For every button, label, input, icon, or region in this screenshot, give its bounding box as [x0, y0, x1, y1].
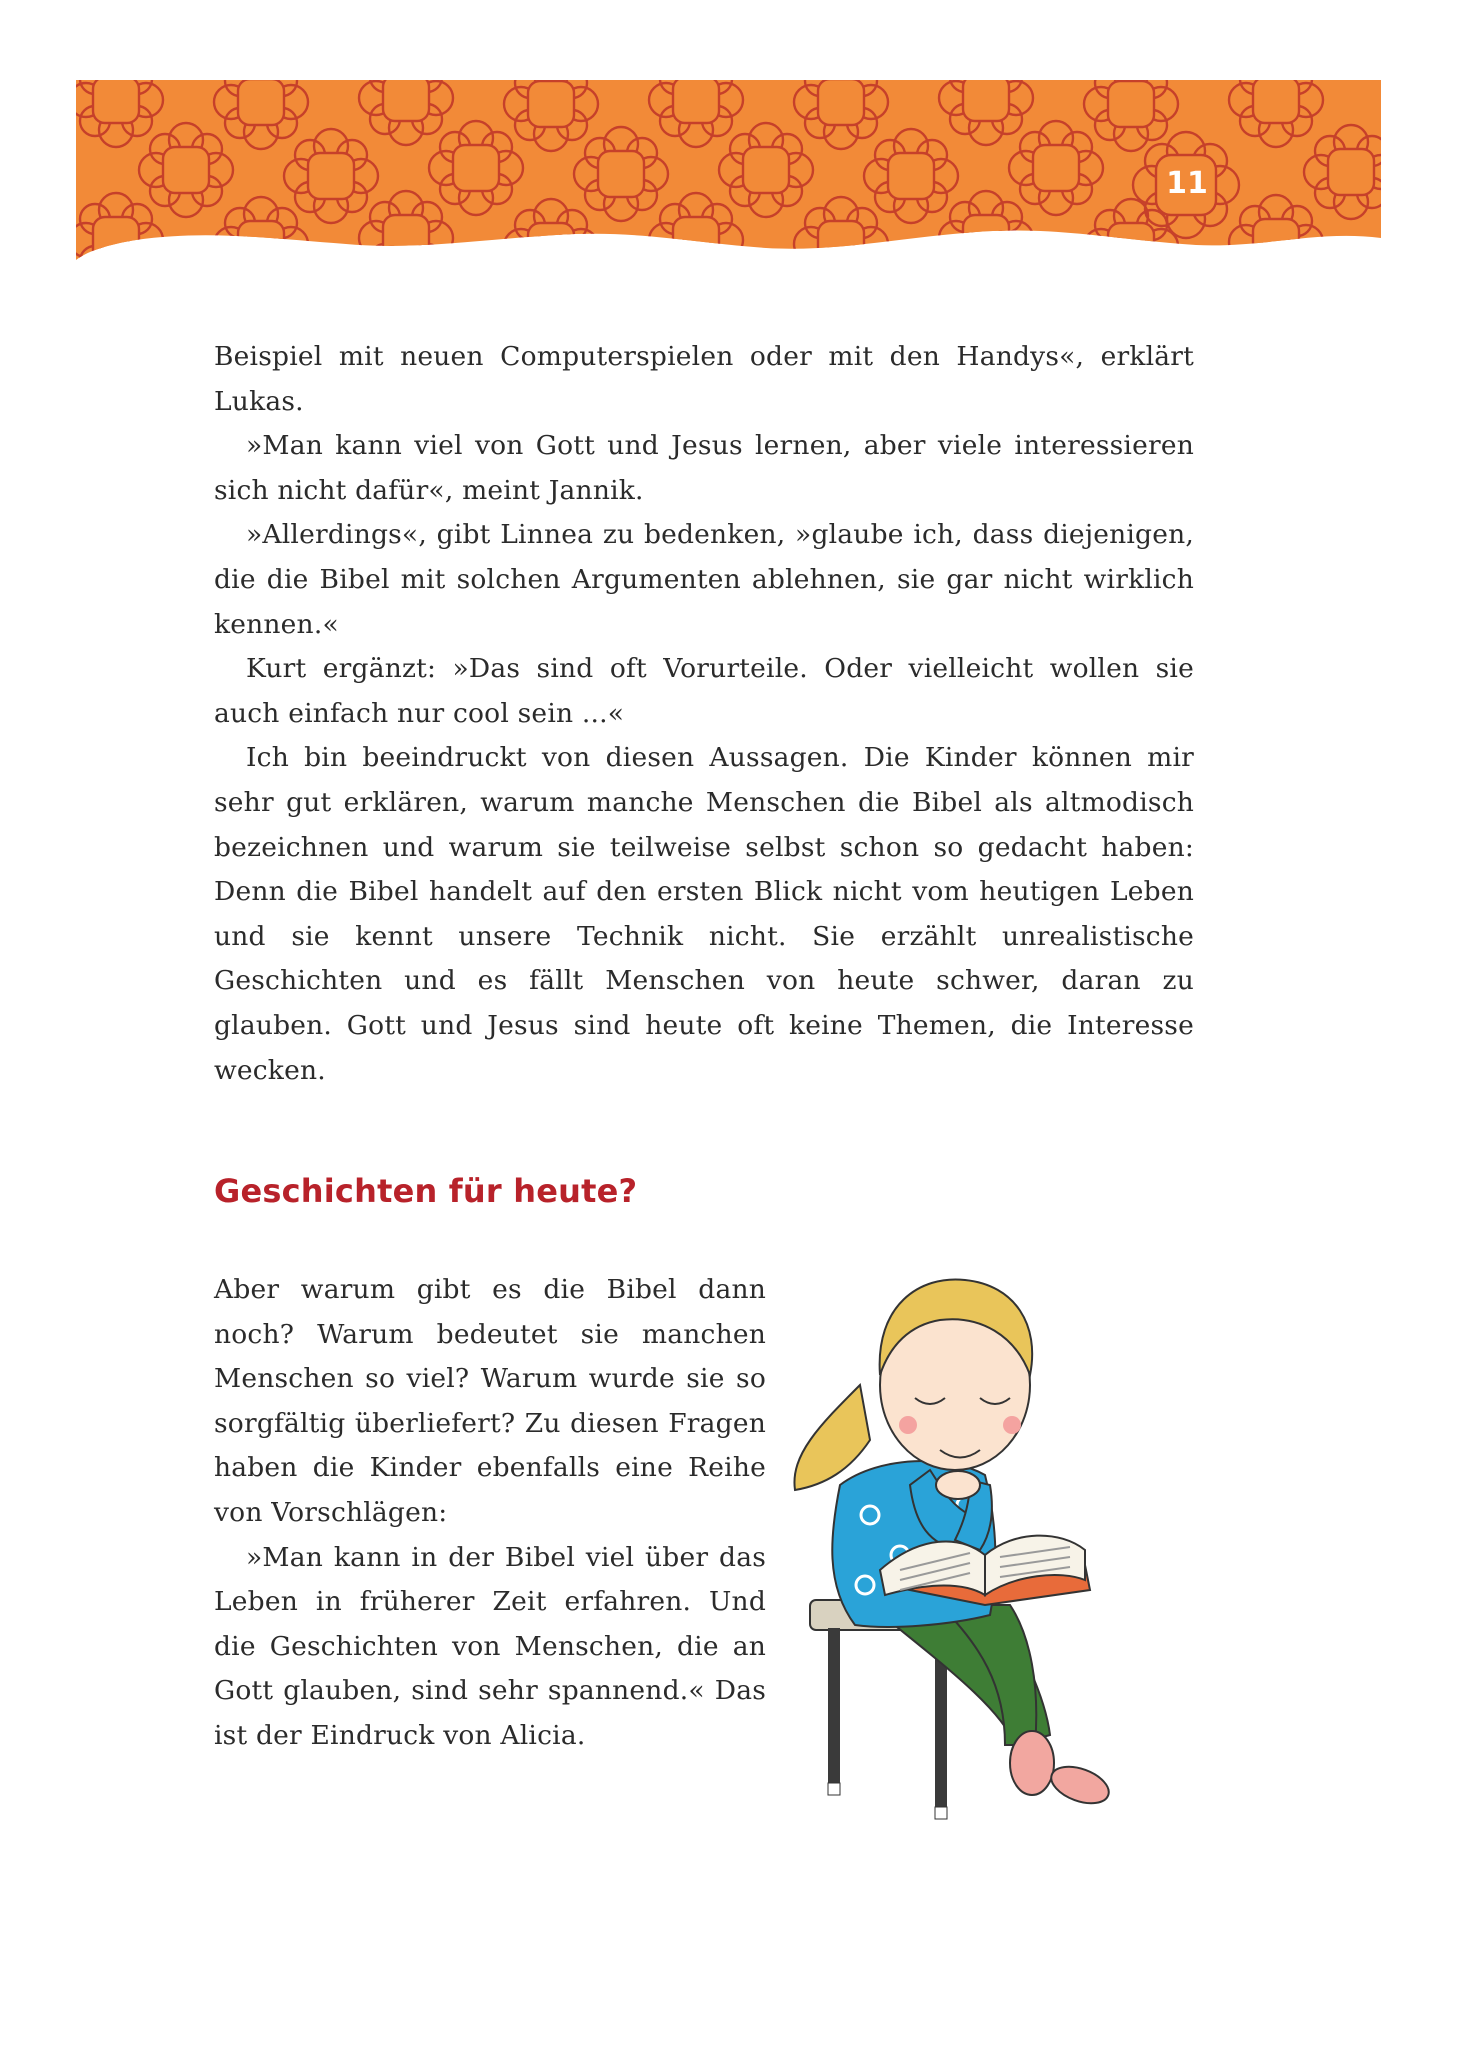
paragraph: »Man kann viel von Gott und Jesus lernen, aber viele interessieren sich nicht dafür«, meint Jannik.: [214, 430, 1194, 506]
girl-reading-illustration: [780, 1185, 1140, 1835]
page-number: 11: [1166, 166, 1208, 201]
paragraph: Ich bin beeindruckt von diesen Aussagen. Die Kinder können mir sehr gut erklären, warum manche Menschen die Bibel als altmodisch bezeichnen und warum sie teilweise selbst schon so gedacht haben: Denn die Bibel handelt auf den ersten Blick nicht vom heutigen Leben und sie kennt unsere Technik nicht. Sie erzählt unrealistische Geschichten und es fällt Menschen von heute schwer, daran zu glauben. Gott und Jesus sind heute oft keine Themen, die Interesse wecken.: [214, 742, 1194, 1086]
paragraph: Beispiel mit neuen Computerspielen oder mit den Handys«, erklärt Lukas.: [214, 341, 1194, 417]
main-text: [214, 335, 1194, 1093]
paragraph: »Man kann in der Bibel viel über das Leben in früherer Zeit erfahren. Und die Geschichten von Menschen, die an Gott glauben, sind sehr spannend.« Das ist der Eindruck von Alicia.: [214, 1541, 766, 1751]
paragraph: »Allerdings«, gibt Linnea zu bedenken, »glaube ich, dass diejenigen, die die Bibel mit solchen Argumenten ablehnen, sie gar nicht wirklich kennen.«: [214, 519, 1194, 640]
girl-reading-bible-icon: [780, 1185, 1140, 1835]
paragraph: Aber warum gibt es die Bibel dann noch? Warum bedeutet sie manchen Menschen so viel? Warum wurde sie so sorgfältig überliefert? Zu diesen Fragen haben die Kinder ebenfalls eine Reihe von Vorschlägen:: [214, 1274, 766, 1528]
section-heading: Geschichten für heute?: [214, 1172, 638, 1210]
section-text: [214, 1268, 766, 1759]
paragraph: Kurt ergänzt: »Das sind oft Vorurteile. Oder vielleicht wollen sie auch einfach nur cool sein ...«: [214, 653, 1194, 729]
